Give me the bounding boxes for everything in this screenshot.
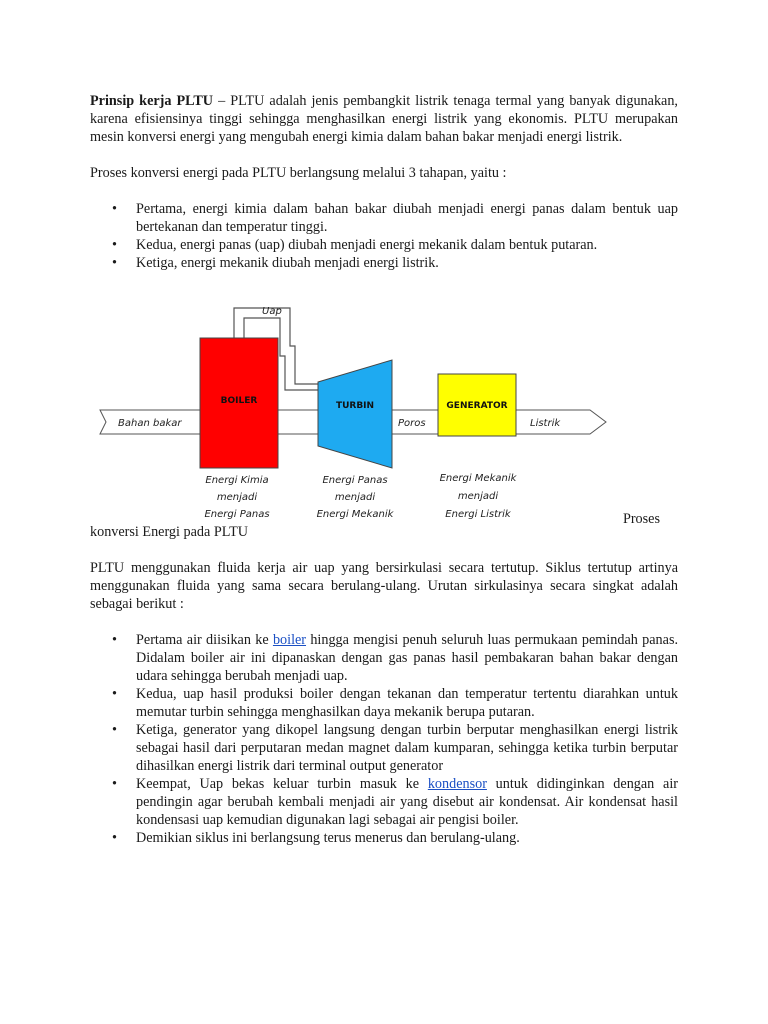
sirkulasi-list (90, 631, 678, 847)
boiler-label: BOILER (220, 396, 258, 406)
boiler-caption-3: Energi Panas (204, 509, 270, 520)
list-item: • Demikian siklus ini berlangsung terus menerus dan berulang-ulang. (112, 830, 520, 846)
intro-text: – PLTU adalah jenis pembangkit listrik tenaga termal yang banyak digunakan, karena efisiensinya tinggi sehingga menghasilkan energi listrik yang ekonomis. PLTU merupakan mesin konversi energi yang mengubah energi kimia dalam bahan bakar menjadi energi listrik. (90, 93, 678, 145)
turbin-caption-2: menjadi (334, 492, 376, 503)
generator-caption-3: Energi Listrik (445, 509, 511, 520)
list-item: • Ketiga, energi mekanik diubah menjadi energi listrik. (112, 255, 439, 271)
figure-caption-start: Proses (622, 511, 660, 527)
list-item: • Kedua, uap hasil produksi boiler dengan tekanan dan temperatur tertentu diarahkan untuk memutar turbin sehingga menghasilkan daya mekanik berupa putaran. (112, 686, 678, 720)
list-item: • Keempat, Uap bekas keluar turbin masuk ke kondensor untuk didinginkan dengan air pendingin agar berubah kembali menjadi air yang disebut air kondensat. Air kondensat hasil kondensasi uap kemudian digunakan lagi sebagai air pengisi boiler. (112, 776, 679, 828)
generator-caption-2: menjadi (457, 491, 499, 502)
list-item: • Pertama air diisikan ke boiler hingga mengisi penuh seluruh luas permukaan pemindah panas. Didalam boiler air ini dipanaskan dengan gas panas hasil pembakaran bahan bakar dengan udara sehingga berubah menjadi uap. (112, 632, 679, 684)
fluida-paragraph: PLTU menggunakan fluida kerja air uap yang bersirkulasi secara tertutup. Siklus tertutup artinya menggunakan fluida yang sama secara berulang-ulang. Urutan sirkulasinya secara singkat adalah sebagai berikut : (90, 560, 678, 612)
list-item: • Ketiga, generator yang dikopel langsung dengan turbin berputar menghasilkan energi listrik sebagai hasil dari perputaran medan magnet dalam kumparan, sehingga ketika turbin berputar dihasilkan energi listrik dari terminal output generator (112, 722, 678, 774)
bullet-icon: • (112, 255, 117, 271)
generator-caption-1: Energi Mekanik (439, 473, 517, 484)
boiler-link[interactable]: boiler (272, 632, 307, 648)
bullet-icon: • (112, 237, 117, 253)
listrik-label: Listrik (530, 418, 561, 429)
bullet-icon: • (112, 722, 117, 738)
turbin-shape (318, 360, 392, 468)
intro-title: Prinsip kerja PLTU (90, 93, 214, 109)
bullet-icon: • (112, 632, 117, 648)
bullet-icon: • (112, 201, 117, 217)
bullet-icon: • (112, 776, 117, 792)
intro-paragraph (90, 92, 678, 146)
figure-caption-end: konversi Energi pada PLTU (90, 524, 249, 540)
bullet-icon: • (112, 686, 117, 702)
list-item: • Pertama, energi kimia dalam bahan bakar diubah menjadi energi panas dalam bentuk uap bertekanan dan temperatur tinggi. (112, 201, 678, 235)
poros-label: Poros (398, 418, 426, 429)
bahan-bakar-label: Bahan bakar (118, 418, 182, 429)
tahapan-paragraph: Proses konversi energi pada PLTU berlangsung melalui 3 tahapan, yaitu : (90, 165, 507, 181)
bullet-icon: • (112, 830, 117, 846)
pltu-diagram (90, 278, 678, 527)
document-page (90, 92, 678, 847)
turbin-caption-3: Energi Mekanik (316, 509, 394, 520)
list-item: • Kedua, energi panas (uap) diubah menjadi energi mekanik dalam bentuk putaran. (112, 237, 598, 253)
generator-label: GENERATOR (446, 401, 508, 411)
kondensor-link[interactable]: kondensor (427, 776, 487, 792)
boiler-caption-2: menjadi (216, 492, 258, 503)
turbin-label: TURBIN (335, 401, 375, 411)
boiler-caption-1: Energi Kimia (205, 475, 269, 486)
pltu-diagram-svg (90, 278, 678, 523)
tahapan-list (90, 200, 678, 272)
turbin-caption-1: Energi Panas (322, 475, 388, 486)
uap-label: Uap (262, 306, 282, 317)
